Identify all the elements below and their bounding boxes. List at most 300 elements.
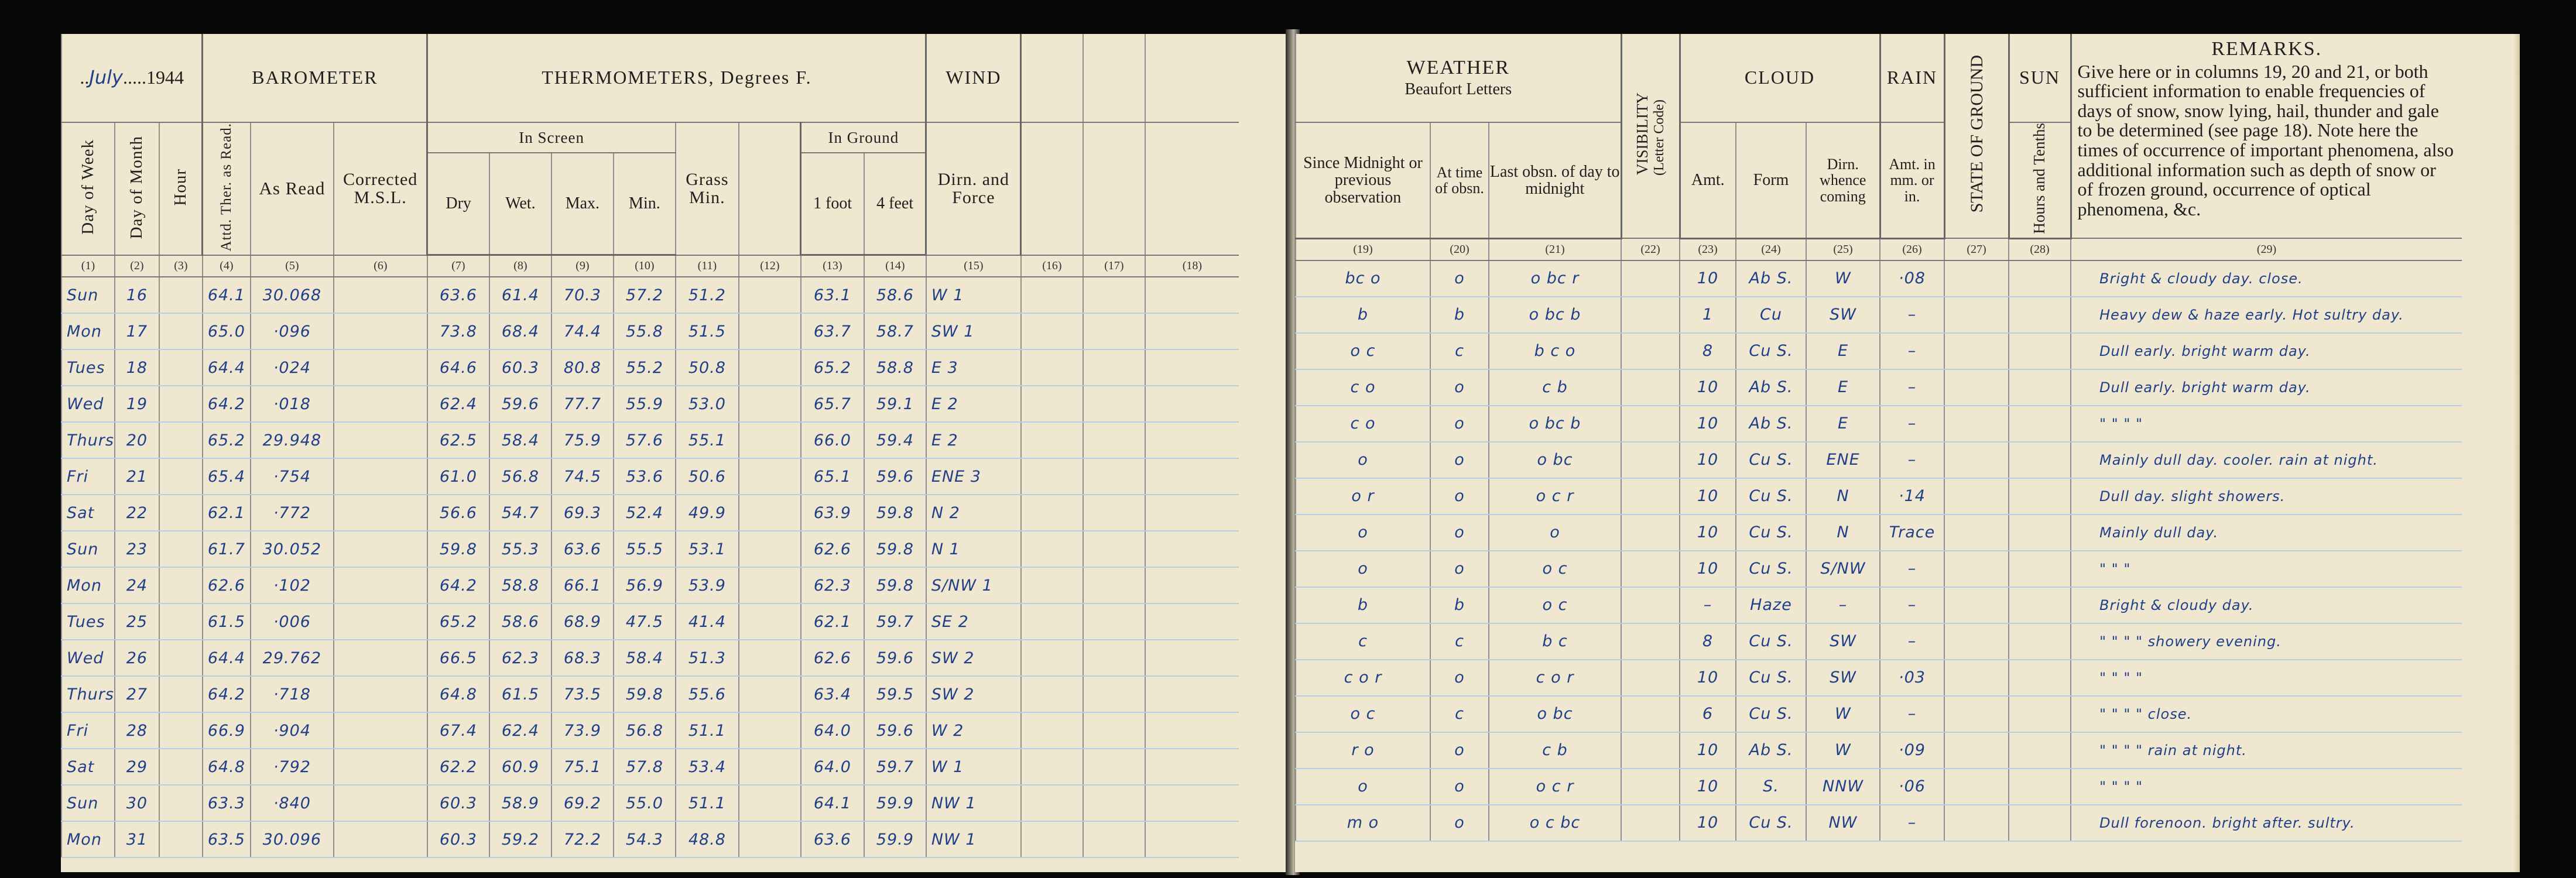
blank-col-12-header xyxy=(739,122,801,255)
dry-bulb-cell: 62.5 xyxy=(427,422,489,458)
min-temp-cell: 54.3 xyxy=(614,821,676,858)
hour-cell xyxy=(159,640,203,676)
weather-last-obsn-cell: c o r xyxy=(1489,660,1621,696)
column-number: (17) xyxy=(1083,255,1145,277)
remarks-cell: " " " xyxy=(2071,551,2462,587)
cloud-dirn-cell: – xyxy=(1806,587,1880,623)
rain-amt-cell: Trace xyxy=(1880,515,1944,551)
day-of-week-cell: Mon xyxy=(61,821,115,858)
weather-at-obsn-cell: o xyxy=(1430,769,1489,805)
blank-cell-12 xyxy=(739,531,801,567)
max-temp-cell: 74.4 xyxy=(551,313,614,349)
state-of-ground-cell xyxy=(1944,478,2009,515)
wet-bulb-cell: 59.6 xyxy=(489,386,551,422)
right-page-edge xyxy=(2514,34,2520,872)
grass-min-cell: 50.6 xyxy=(676,458,739,495)
rain-amt-cell: ·14 xyxy=(1880,478,1944,515)
corrected-msl-cell xyxy=(334,712,427,749)
hour-cell xyxy=(159,785,203,821)
column-number: (24) xyxy=(1736,238,1806,260)
table-row xyxy=(1296,297,2462,333)
corrected-msl-cell xyxy=(334,749,427,785)
attd-ther-cell: 65.2 xyxy=(203,422,251,458)
month-year-header: ..July.....1944 xyxy=(61,34,203,122)
left-ledger-table xyxy=(61,34,1239,858)
barometer-reading-cell: ·792 xyxy=(251,749,334,785)
blank-cell-18 xyxy=(1145,749,1239,785)
weather-last-obsn-cell: o bc xyxy=(1489,696,1621,732)
ground-1ft-cell: 64.0 xyxy=(801,712,864,749)
state-of-ground-cell xyxy=(1944,442,2009,478)
sun-hours-cell xyxy=(2009,333,2071,369)
barometer-reading-cell: ·772 xyxy=(251,495,334,531)
weather-since-midnight-cell: o xyxy=(1296,769,1430,805)
cloud-amt-header: Amt. xyxy=(1680,122,1736,238)
table-row xyxy=(61,712,1239,749)
sun-hours-cell xyxy=(2009,587,2071,623)
dry-bulb-cell: 73.8 xyxy=(427,313,489,349)
dry-bulb-cell: 65.2 xyxy=(427,603,489,640)
remarks-cell: " " " " xyxy=(2071,660,2462,696)
blank-cell-12 xyxy=(739,349,801,386)
column-number: (26) xyxy=(1880,238,1944,260)
weather-at-obsn-cell: o xyxy=(1430,478,1489,515)
cloud-dirn-cell: W xyxy=(1806,732,1880,769)
wind-dirn-force-cell: N 2 xyxy=(926,495,1021,531)
weather-at-obsn-cell: o xyxy=(1430,260,1489,297)
day-of-week-cell: Mon xyxy=(61,313,115,349)
remarks-cell: Bright & cloudy day. xyxy=(2071,587,2462,623)
table-row xyxy=(1296,478,2462,515)
remarks-cell: " " " " showery evening. xyxy=(2071,623,2462,660)
weather-since-midnight-cell: o c xyxy=(1296,696,1430,732)
year: 1944 xyxy=(146,67,184,88)
attd-ther-cell: 64.4 xyxy=(203,640,251,676)
ground-4ft-cell: 59.7 xyxy=(864,603,926,640)
weather-since-midnight-cell: c o xyxy=(1296,369,1430,406)
weather-at-obsn-cell: o xyxy=(1430,515,1489,551)
left-column-number-row xyxy=(61,255,1239,277)
day-of-month-cell: 30 xyxy=(115,785,159,821)
cloud-form-cell: Haze xyxy=(1736,587,1806,623)
visibility-cell xyxy=(1621,805,1680,841)
grass-min-cell: 55.1 xyxy=(676,422,739,458)
column-number: (2) xyxy=(115,255,159,277)
corrected-msl-cell xyxy=(334,386,427,422)
ground-1ft-cell: 63.9 xyxy=(801,495,864,531)
weather-last-obsn-cell: o c r xyxy=(1489,478,1621,515)
in-ground-header: In Ground xyxy=(801,122,926,153)
blank-cell-17 xyxy=(1083,495,1145,531)
wet-bulb-cell: 58.8 xyxy=(489,567,551,603)
column-number: (29) xyxy=(2071,238,2462,260)
weather-last-obsn-cell: o c xyxy=(1489,587,1621,623)
ground-4ft-cell: 59.6 xyxy=(864,712,926,749)
day-of-month-cell: 29 xyxy=(115,749,159,785)
right-data-rows xyxy=(1296,260,2462,841)
attd-ther-cell: 61.7 xyxy=(203,531,251,567)
blank-cell-17 xyxy=(1083,531,1145,567)
state-of-ground-cell xyxy=(1944,696,2009,732)
ground-4ft-cell: 59.9 xyxy=(864,785,926,821)
blank-cell-12 xyxy=(739,458,801,495)
grass-min-cell: 41.4 xyxy=(676,603,739,640)
blank-cell-16 xyxy=(1021,495,1083,531)
rain-amt-cell: – xyxy=(1880,406,1944,442)
wind-dirn-force-cell: W 2 xyxy=(926,712,1021,749)
table-row xyxy=(1296,805,2462,841)
day-of-month-cell: 27 xyxy=(115,676,159,712)
weather-at-obsn-cell: c xyxy=(1430,623,1489,660)
ground-4ft-cell: 59.1 xyxy=(864,386,926,422)
day-of-week-cell: Wed xyxy=(61,386,115,422)
column-number: (10) xyxy=(614,255,676,277)
cloud-dirn-cell: W xyxy=(1806,696,1880,732)
dry-bulb-cell: 62.2 xyxy=(427,749,489,785)
hour-cell xyxy=(159,386,203,422)
barometer-reading-cell: 30.096 xyxy=(251,821,334,858)
ground-4ft-cell: 58.7 xyxy=(864,313,926,349)
max-temp-cell: 75.9 xyxy=(551,422,614,458)
ground-1ft-cell: 63.4 xyxy=(801,676,864,712)
day-of-month-cell: 24 xyxy=(115,567,159,603)
attd-ther-cell: 63.3 xyxy=(203,785,251,821)
barometer-reading-cell: ·006 xyxy=(251,603,334,640)
table-row xyxy=(61,349,1239,386)
blank-cell-18 xyxy=(1145,821,1239,858)
grass-min-cell: 51.2 xyxy=(676,277,739,313)
day-of-month-cell: 19 xyxy=(115,386,159,422)
wind-dirn-force-cell: SW 1 xyxy=(926,313,1021,349)
table-row xyxy=(1296,623,2462,660)
day-of-week-cell: Wed xyxy=(61,640,115,676)
blank-cell-18 xyxy=(1145,676,1239,712)
blank-cell-16 xyxy=(1021,712,1083,749)
column-number: (27) xyxy=(1944,238,2009,260)
grass-min-cell: 51.3 xyxy=(676,640,739,676)
dry-bulb-cell: 64.2 xyxy=(427,567,489,603)
hour-cell xyxy=(159,567,203,603)
sun-hours-cell xyxy=(2009,297,2071,333)
table-row xyxy=(1296,660,2462,696)
remarks-cell: Dull early. bright warm day. xyxy=(2071,369,2462,406)
cloud-dirn-cell: ENE xyxy=(1806,442,1880,478)
cloud-amt-cell: 6 xyxy=(1680,696,1736,732)
ground-1ft-cell: 63.6 xyxy=(801,821,864,858)
blank-cell-17 xyxy=(1083,640,1145,676)
day-of-month-cell: 18 xyxy=(115,349,159,386)
ground-1ft-cell: 65.1 xyxy=(801,458,864,495)
grass-min-cell: 51.1 xyxy=(676,785,739,821)
ground-4ft-cell: 59.7 xyxy=(864,749,926,785)
cloud-dirn-cell: NNW xyxy=(1806,769,1880,805)
table-row xyxy=(61,567,1239,603)
corrected-msl-cell xyxy=(334,422,427,458)
weather-last-obsn-cell: o bc r xyxy=(1489,260,1621,297)
dry-bulb-cell: 62.4 xyxy=(427,386,489,422)
state-of-ground-cell xyxy=(1944,769,2009,805)
blank-cell-16 xyxy=(1021,458,1083,495)
min-temp-cell: 52.4 xyxy=(614,495,676,531)
min-temp-cell: 55.2 xyxy=(614,349,676,386)
cloud-form-cell: Ab S. xyxy=(1736,369,1806,406)
blank-cell-17 xyxy=(1083,458,1145,495)
day-of-week-cell: Sat xyxy=(61,749,115,785)
table-row xyxy=(61,495,1239,531)
sun-hours-cell xyxy=(2009,696,2071,732)
cloud-form-cell: Ab S. xyxy=(1736,406,1806,442)
column-number: (8) xyxy=(489,255,551,277)
wind-dirn-force-cell: E 2 xyxy=(926,422,1021,458)
wind-dirn-force-cell: W 1 xyxy=(926,277,1021,313)
weather-last-obsn-cell: o bc b xyxy=(1489,406,1621,442)
column-number: (1) xyxy=(61,255,115,277)
grass-min-cell: 51.5 xyxy=(676,313,739,349)
remarks-instructions: Give here or in columns 19, 20 and 21, or both sufficient information to enable frequencies of days of snow, snow lying, hail, thunder and gale to be determined (see page 18). Note here the times of occurrence of important phenomena, also additional information such as depth of snow or of frozen ground, occurrence of optical phenomena, &c. xyxy=(2077,60,2454,220)
blank-col-17-header xyxy=(1083,122,1145,255)
table-row xyxy=(1296,333,2462,369)
day-of-month-cell: 23 xyxy=(115,531,159,567)
cloud-amt-cell: 10 xyxy=(1680,732,1736,769)
state-of-ground-cell xyxy=(1944,732,2009,769)
sun-hours-header: Hours and Tenths xyxy=(2009,122,2071,238)
wet-bulb-cell: 60.3 xyxy=(489,349,551,386)
day-of-month-cell: 25 xyxy=(115,603,159,640)
ground-1ft-cell: 62.3 xyxy=(801,567,864,603)
sun-hours-cell xyxy=(2009,478,2071,515)
attd-ther-cell: 65.4 xyxy=(203,458,251,495)
attd-ther-cell: 64.8 xyxy=(203,749,251,785)
cloud-amt-cell: 10 xyxy=(1680,515,1736,551)
visibility-cell xyxy=(1621,406,1680,442)
table-row xyxy=(61,277,1239,313)
blank-cell-16 xyxy=(1021,821,1083,858)
blank-cell-16 xyxy=(1021,313,1083,349)
column-number: (15) xyxy=(926,255,1021,277)
wind-dirn-force-cell: W 1 xyxy=(926,749,1021,785)
weather-at-obsn-cell: c xyxy=(1430,696,1489,732)
last-obsn-header: Last obsn. of day to midnight xyxy=(1489,122,1621,238)
state-of-ground-cell xyxy=(1944,515,2009,551)
grass-min-cell: 55.6 xyxy=(676,676,739,712)
weather-since-midnight-cell: o c xyxy=(1296,333,1430,369)
wind-header: WIND xyxy=(926,34,1021,122)
blank-cell-12 xyxy=(739,712,801,749)
weather-at-obsn-cell: o xyxy=(1430,660,1489,696)
weather-since-midnight-cell: o r xyxy=(1296,478,1430,515)
blank-cell-12 xyxy=(739,676,801,712)
max-temp-cell: 68.9 xyxy=(551,603,614,640)
barometer-reading-cell: ·754 xyxy=(251,458,334,495)
weather-last-obsn-cell: o bc b xyxy=(1489,297,1621,333)
ground-4ft-cell: 59.9 xyxy=(864,821,926,858)
hour-cell xyxy=(159,531,203,567)
visibility-header: VISIBILITY(Letter Code) xyxy=(1621,34,1680,238)
blank-cell-18 xyxy=(1145,785,1239,821)
wind-dirn-force-cell: S/NW 1 xyxy=(926,567,1021,603)
ground-1ft-cell: 65.7 xyxy=(801,386,864,422)
visibility-cell xyxy=(1621,333,1680,369)
cloud-form-cell: Cu S. xyxy=(1736,333,1806,369)
day-of-month-cell: 22 xyxy=(115,495,159,531)
column-number: (18) xyxy=(1145,255,1239,277)
corrected-msl-header: Corrected M.S.L. xyxy=(334,122,427,255)
max-temp-cell: 77.7 xyxy=(551,386,614,422)
day-of-week-cell: Sat xyxy=(61,495,115,531)
weather-at-obsn-cell: c xyxy=(1430,333,1489,369)
rain-amt-header: Amt. in mm. or in. xyxy=(1880,122,1944,238)
table-row xyxy=(61,785,1239,821)
max-temp-cell: 72.2 xyxy=(551,821,614,858)
weather-since-midnight-cell: c o r xyxy=(1296,660,1430,696)
hour-cell xyxy=(159,422,203,458)
remarks-cell: " " " " close. xyxy=(2071,696,2462,732)
cloud-dirn-cell: N xyxy=(1806,515,1880,551)
table-row xyxy=(1296,696,2462,732)
weather-at-obsn-cell: o xyxy=(1430,551,1489,587)
cloud-amt-cell: 10 xyxy=(1680,805,1736,841)
blank-cell-18 xyxy=(1145,640,1239,676)
barometer-reading-cell: ·718 xyxy=(251,676,334,712)
cloud-form-cell: Ab S. xyxy=(1736,732,1806,769)
day-of-month-cell: 26 xyxy=(115,640,159,676)
remarks-cell: Dull day. slight showers. xyxy=(2071,478,2462,515)
since-midnight-header: Since Midnight or previous observation xyxy=(1296,122,1430,238)
max-temp-cell: 74.5 xyxy=(551,458,614,495)
remarks-cell: Heavy dew & haze early. Hot sultry day. xyxy=(2071,297,2462,333)
cloud-form-cell: Cu S. xyxy=(1736,551,1806,587)
column-number: (4) xyxy=(203,255,251,277)
hour-cell xyxy=(159,458,203,495)
visibility-cell xyxy=(1621,587,1680,623)
remarks-cell: Dull forenoon. bright after. sultry. xyxy=(2071,805,2462,841)
remarks-cell: Mainly dull day. cooler. rain at night. xyxy=(2071,442,2462,478)
blank-cell-16 xyxy=(1021,749,1083,785)
min-temp-cell: 56.9 xyxy=(614,567,676,603)
blank-col-18-header xyxy=(1145,122,1239,255)
blank-cell-12 xyxy=(739,603,801,640)
visibility-cell xyxy=(1621,442,1680,478)
wind-dirn-force-cell: SW 2 xyxy=(926,676,1021,712)
day-of-week-cell: Thurs xyxy=(61,676,115,712)
cloud-amt-cell: 10 xyxy=(1680,660,1736,696)
cloud-amt-cell: 8 xyxy=(1680,623,1736,660)
hour-cell xyxy=(159,313,203,349)
blank-cell-17 xyxy=(1083,603,1145,640)
remarks-cell: " " " " rain at night. xyxy=(2071,732,2462,769)
weather-last-obsn-cell: o c xyxy=(1489,551,1621,587)
sun-hours-cell xyxy=(2009,406,2071,442)
blank-cell-18 xyxy=(1145,422,1239,458)
cloud-dirn-cell: E xyxy=(1806,333,1880,369)
corrected-msl-cell xyxy=(334,785,427,821)
blank-cell-17 xyxy=(1083,422,1145,458)
blank-cell-17 xyxy=(1083,712,1145,749)
column-number: (3) xyxy=(159,255,203,277)
max-temp-cell: 66.1 xyxy=(551,567,614,603)
column-number: (20) xyxy=(1430,238,1489,260)
min-header: Min. xyxy=(614,153,676,255)
dry-bulb-cell: 66.5 xyxy=(427,640,489,676)
weather-at-obsn-cell: o xyxy=(1430,732,1489,769)
cloud-dirn-cell: E xyxy=(1806,406,1880,442)
cloud-form-cell: Cu S. xyxy=(1736,442,1806,478)
table-row xyxy=(61,640,1239,676)
cloud-dirn-cell: S/NW xyxy=(1806,551,1880,587)
attd-ther-cell: 64.1 xyxy=(203,277,251,313)
blank-cell-18 xyxy=(1145,349,1239,386)
column-number: (28) xyxy=(2009,238,2071,260)
visibility-cell xyxy=(1621,260,1680,297)
corrected-msl-cell xyxy=(334,458,427,495)
weather-since-midnight-cell: bc o xyxy=(1296,260,1430,297)
column-number: (6) xyxy=(334,255,427,277)
in-screen-header: In Screen xyxy=(427,122,676,153)
remarks-cell: " " " " xyxy=(2071,406,2462,442)
cloud-form-cell: S. xyxy=(1736,769,1806,805)
right-page xyxy=(1295,34,2520,872)
hour-cell xyxy=(159,749,203,785)
table-row xyxy=(61,531,1239,567)
table-row xyxy=(1296,369,2462,406)
table-row xyxy=(61,749,1239,785)
remarks-cell: Bright & cloudy day. close. xyxy=(2071,260,2462,297)
hour-cell xyxy=(159,495,203,531)
barometer-reading-cell: 29.762 xyxy=(251,640,334,676)
blank-cell-18 xyxy=(1145,313,1239,349)
blank-cell-16 xyxy=(1021,349,1083,386)
table-row xyxy=(1296,587,2462,623)
table-row xyxy=(61,386,1239,422)
sun-hours-cell xyxy=(2009,769,2071,805)
cloud-form-cell: Cu S. xyxy=(1736,478,1806,515)
weather-at-obsn-cell: o xyxy=(1430,805,1489,841)
blank-cell-17 xyxy=(1083,313,1145,349)
max-temp-cell: 70.3 xyxy=(551,277,614,313)
blank-cell-12 xyxy=(739,785,801,821)
barometer-reading-cell: ·102 xyxy=(251,567,334,603)
weather-since-midnight-cell: m o xyxy=(1296,805,1430,841)
rain-amt-cell: ·08 xyxy=(1880,260,1944,297)
ground-1ft-cell: 65.2 xyxy=(801,349,864,386)
wet-bulb-cell: 56.8 xyxy=(489,458,551,495)
ground-1ft-cell: 64.0 xyxy=(801,749,864,785)
blank-cell-12 xyxy=(739,567,801,603)
corrected-msl-cell xyxy=(334,640,427,676)
cloud-amt-cell: 10 xyxy=(1680,406,1736,442)
cloud-form-cell: Cu S. xyxy=(1736,805,1806,841)
dry-bulb-cell: 63.6 xyxy=(427,277,489,313)
ground-4ft-cell: 59.6 xyxy=(864,458,926,495)
min-temp-cell: 55.9 xyxy=(614,386,676,422)
corrected-msl-cell xyxy=(334,313,427,349)
max-temp-cell: 75.1 xyxy=(551,749,614,785)
blank-cell-18 xyxy=(1145,712,1239,749)
blank-cell-12 xyxy=(739,640,801,676)
weather-last-obsn-cell: c b xyxy=(1489,732,1621,769)
barometer-reading-cell: 30.052 xyxy=(251,531,334,567)
day-of-week-cell: Tues xyxy=(61,349,115,386)
blank-cell-12 xyxy=(739,277,801,313)
weather-last-obsn-cell: b c xyxy=(1489,623,1621,660)
corrected-msl-cell xyxy=(334,495,427,531)
cloud-amt-cell: – xyxy=(1680,587,1736,623)
column-number: (13) xyxy=(801,255,864,277)
min-temp-cell: 55.5 xyxy=(614,531,676,567)
table-row xyxy=(1296,260,2462,297)
dry-bulb-cell: 64.6 xyxy=(427,349,489,386)
dry-bulb-cell: 67.4 xyxy=(427,712,489,749)
